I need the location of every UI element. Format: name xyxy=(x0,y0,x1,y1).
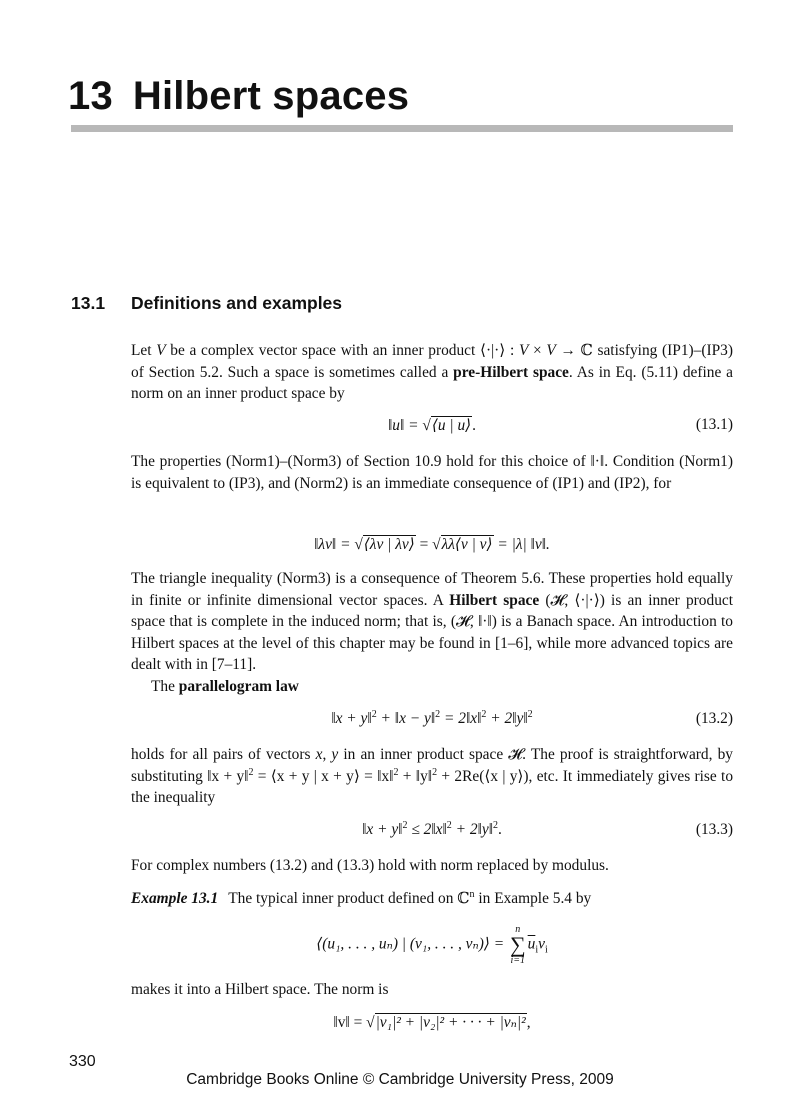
chapter-title xyxy=(68,74,409,119)
example-13-1: Example 13.1 The typical inner product defined on ℂ$^n$ in Example 5.4 by xyxy=(131,888,592,907)
equation-number: (13.3) xyxy=(695,821,733,838)
paragraph-5: holds for all pairs of vectors x, y in an inner product space 𝓗. The proof is straightforward, by substituting ‖x + y‖$^2$ = ⟨x + y | x + y⟩ = ‖x‖$^2$ + ‖y‖$^2$ + 2Re(⟨x | y⟩), etc. It immediately gives rise to the inequality xyxy=(131,746,734,807)
equation-inner-product: ⟨(u₁, . . . , uₙ) | (v₁, . . . , vₙ)⟩ = n ∑ i=1 $\overline{u}_iv_i$ xyxy=(316,924,548,966)
equation-number: (13.2) xyxy=(695,710,733,727)
paragraph-6: For complex numbers (13.2) and (13.3) hold with norm replaced by modulus. xyxy=(131,857,609,874)
paragraph-7: makes it into a Hilbert space. The norm is xyxy=(131,981,389,998)
term-hilbert-space: Hilbert space xyxy=(449,591,540,609)
chapter-number: 13 xyxy=(68,74,113,118)
example-label: Example 13.1 xyxy=(131,890,219,907)
section-title: Definitions and examples xyxy=(131,293,343,313)
section-number: 13.1 xyxy=(71,293,106,313)
paragraph-2: The properties (Norm1)–(Norm3) of Section 10.9 hold for this choice of ‖·‖. Condition (Norm1) is equivalent to (IP3), and (Norm2) is an immediate consequence of (IP1) and (IP2), for xyxy=(131,453,733,492)
page-number: 330 xyxy=(69,1053,96,1070)
paragraph-1: Let V be a complex vector space with an inner product ⟨·|·⟩ : V × V → ℂ satisfying (IP1)–(IP3) of Section 5.2. Such a space is sometimes called a pre-Hilbert space. As in Eq. (5.11) define a norm on an inner product space by xyxy=(131,342,733,403)
section-heading xyxy=(71,293,342,314)
term-pre-hilbert: pre-Hilbert space xyxy=(453,363,569,381)
footer-copyright: Cambridge Books Online © Cambridge University Press, 2009 xyxy=(186,1071,614,1088)
chapter-title-text: Hilbert spaces xyxy=(132,74,410,118)
summation: n ∑ i=1 xyxy=(509,924,526,966)
paragraph-3: The triangle inequality (Norm3) is a consequence of Theorem 5.6. These properties hold equally in finite or infinite dimensional vector spaces. A Hilbert space (𝓗, ⟨·|·⟩) is an inner product space that is complete in the induced norm; that is, (𝓗, ‖·‖) is a Banach space. An introduction to Hilbert spaces at the level of this chapter may be found in [1–6], while more advanced topics are dealt with in [7–11]. The parallelogram law xyxy=(131,570,734,695)
chapter-rule xyxy=(71,125,733,132)
term-parallelogram-law: parallelogram law xyxy=(178,677,299,695)
equation-number: (13.1) xyxy=(695,416,733,433)
